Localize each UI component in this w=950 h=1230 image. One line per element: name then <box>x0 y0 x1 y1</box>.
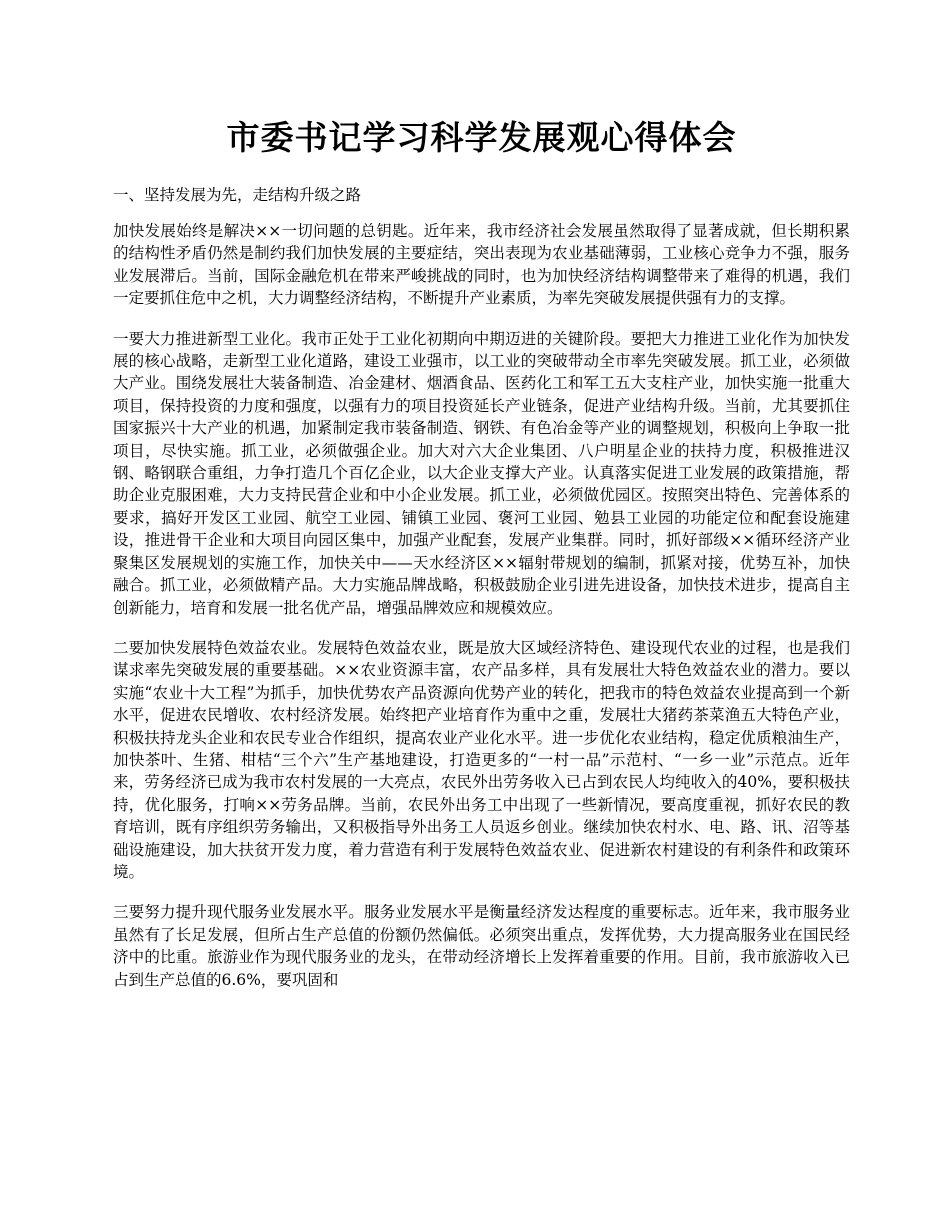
document-page <box>113 0 850 991</box>
paragraph-industrialization: 一要大力推进新型工业化。我市正处于工业化初期向中期迈进的关键阶段。要把大力推进工业化作为加快发展的核心战略，走新型工业化道路，建设工业强市，以工业的突破带动全市率先突破发展。抓工业，必须做大产业。围绕发展壮大装备制造、冶金建材、烟酒食品、医药化工和军工五大支柱产业，加快实施一批重大项目，保持投资的力度和强度，以强有力的项目投资延长产业链条，促进产业结构升级。当前，尤其要抓住国家振兴十大产业的机遇，加紧制定我市装备制造、钢铁、有色冶金等产业的调整规划，积极向上争取一批项目，尽快实施。抓工业，必须做强企业。加大对六大企业集团、八户明星企业的扶持力度，积极推进汉钢、略钢联合重组，力争打造几个百亿企业，以大企业支撑大产业。认真落实促进工业发展的政策措施，帮助企业克服困难，大力支持民营企业和中小企业发展。抓工业，必须做优园区。按照突出特色、完善体系的要求，搞好开发区工业园、航空工业园、铺镇工业园、褒河工业园、勉县工业园的功能定位和配套设施建设，推进骨干企业和大项目向园区集中，加强产业配套，发展产业集群。同时，抓好部级××循环经济产业聚集区发展规划的实施工作，加快关中——天水经济区××辐射带规划的编制，抓紧对接，优势互补，加快融合。抓工业，必须做精产品。大力实施品牌战略，积极鼓励企业引进先进设备，加快技术进步，提高自主创新能力，培育和发展一批名优产品，增强品牌效应和规模效应。 <box>113 329 850 617</box>
document-title: 市委书记学习科学发展观心得体会 <box>226 118 737 157</box>
paragraph-intro: 加快发展始终是解决××一切问题的总钥匙。近年来，我市经济社会发展虽然取得了显著成就，但长期积累的结构性矛盾仍然是制约我们加快发展的主要症结，突出表现为农业基础薄弱，工业核心竞争力不强，服务业发展滞后。当前，国际金融危机在带来严峻挑战的同时，也为加快经济结构调整带来了难得的机遇，我们一定要抓住危中之机，大力调整经济结构，不断提升产业素质，为率先突破发展提供强有力的支撑。 <box>113 222 850 308</box>
paragraph-services: 三要努力提升现代服务业发展水平。服务业发展水平是衡量经济发达程度的重要标志。近年来，我市服务业虽然有了长足发展，但所占生产总值的份额仍然偏低。必须突出重点，发挥优势，大力提高服务业在国民经济中的比重。旅游业作为现代服务业的龙头，在带动经济增长上发挥着重要的作用。目前，我市旅游收入已占到生产总值的6.6%，要巩固和 <box>113 903 850 989</box>
section-heading: 一、坚持发展为先，走结构升级之路 <box>113 186 362 204</box>
paragraph-agriculture: 二要加快发展特色效益农业。发展特色效益农业，既是放大区域经济特色、建设现代农业的过程，也是我们谋求率先突破发展的重要基础。××农业资源丰富，农产品多样，具有发展壮大特色效益农业的潜力。要以实施“农业十大工程”为抓手，加快优势农产品资源向优势产业的转化，把我市的特色效益农业提高到一个新水平，促进农民增收、农村经济发展。始终把产业培育作为重中之重，发展壮大猪药茶菜渔五大特色产业，积极扶持龙头企业和农民专业合作组织，提高农业产业化水平。进一步优化农业结构，稳定优质粮油生产，加快茶叶、生猪、柑桔“三个六”生产基地建设，打造更多的“一村一品”示范村、“一乡一业”示范点。近年来，劳务经济已成为我市农村发展的一大亮点，农民外出劳务收入已占到农民人均纯收入的40%，要积极扶持，优化服务，打响××劳务品牌。当前，农民外出务工中出现了一些新情况，要高度重视，抓好农民的教育培训，既有序组织劳务输出，又积极指导外出务工人员返乡创业。继续加快农村水、电、路、讯、沼等基础设施建设，加大扶贫开发力度，着力营造有利于发展特色效益农业、促进新农村建设的有利条件和政策环境。 <box>113 638 850 881</box>
